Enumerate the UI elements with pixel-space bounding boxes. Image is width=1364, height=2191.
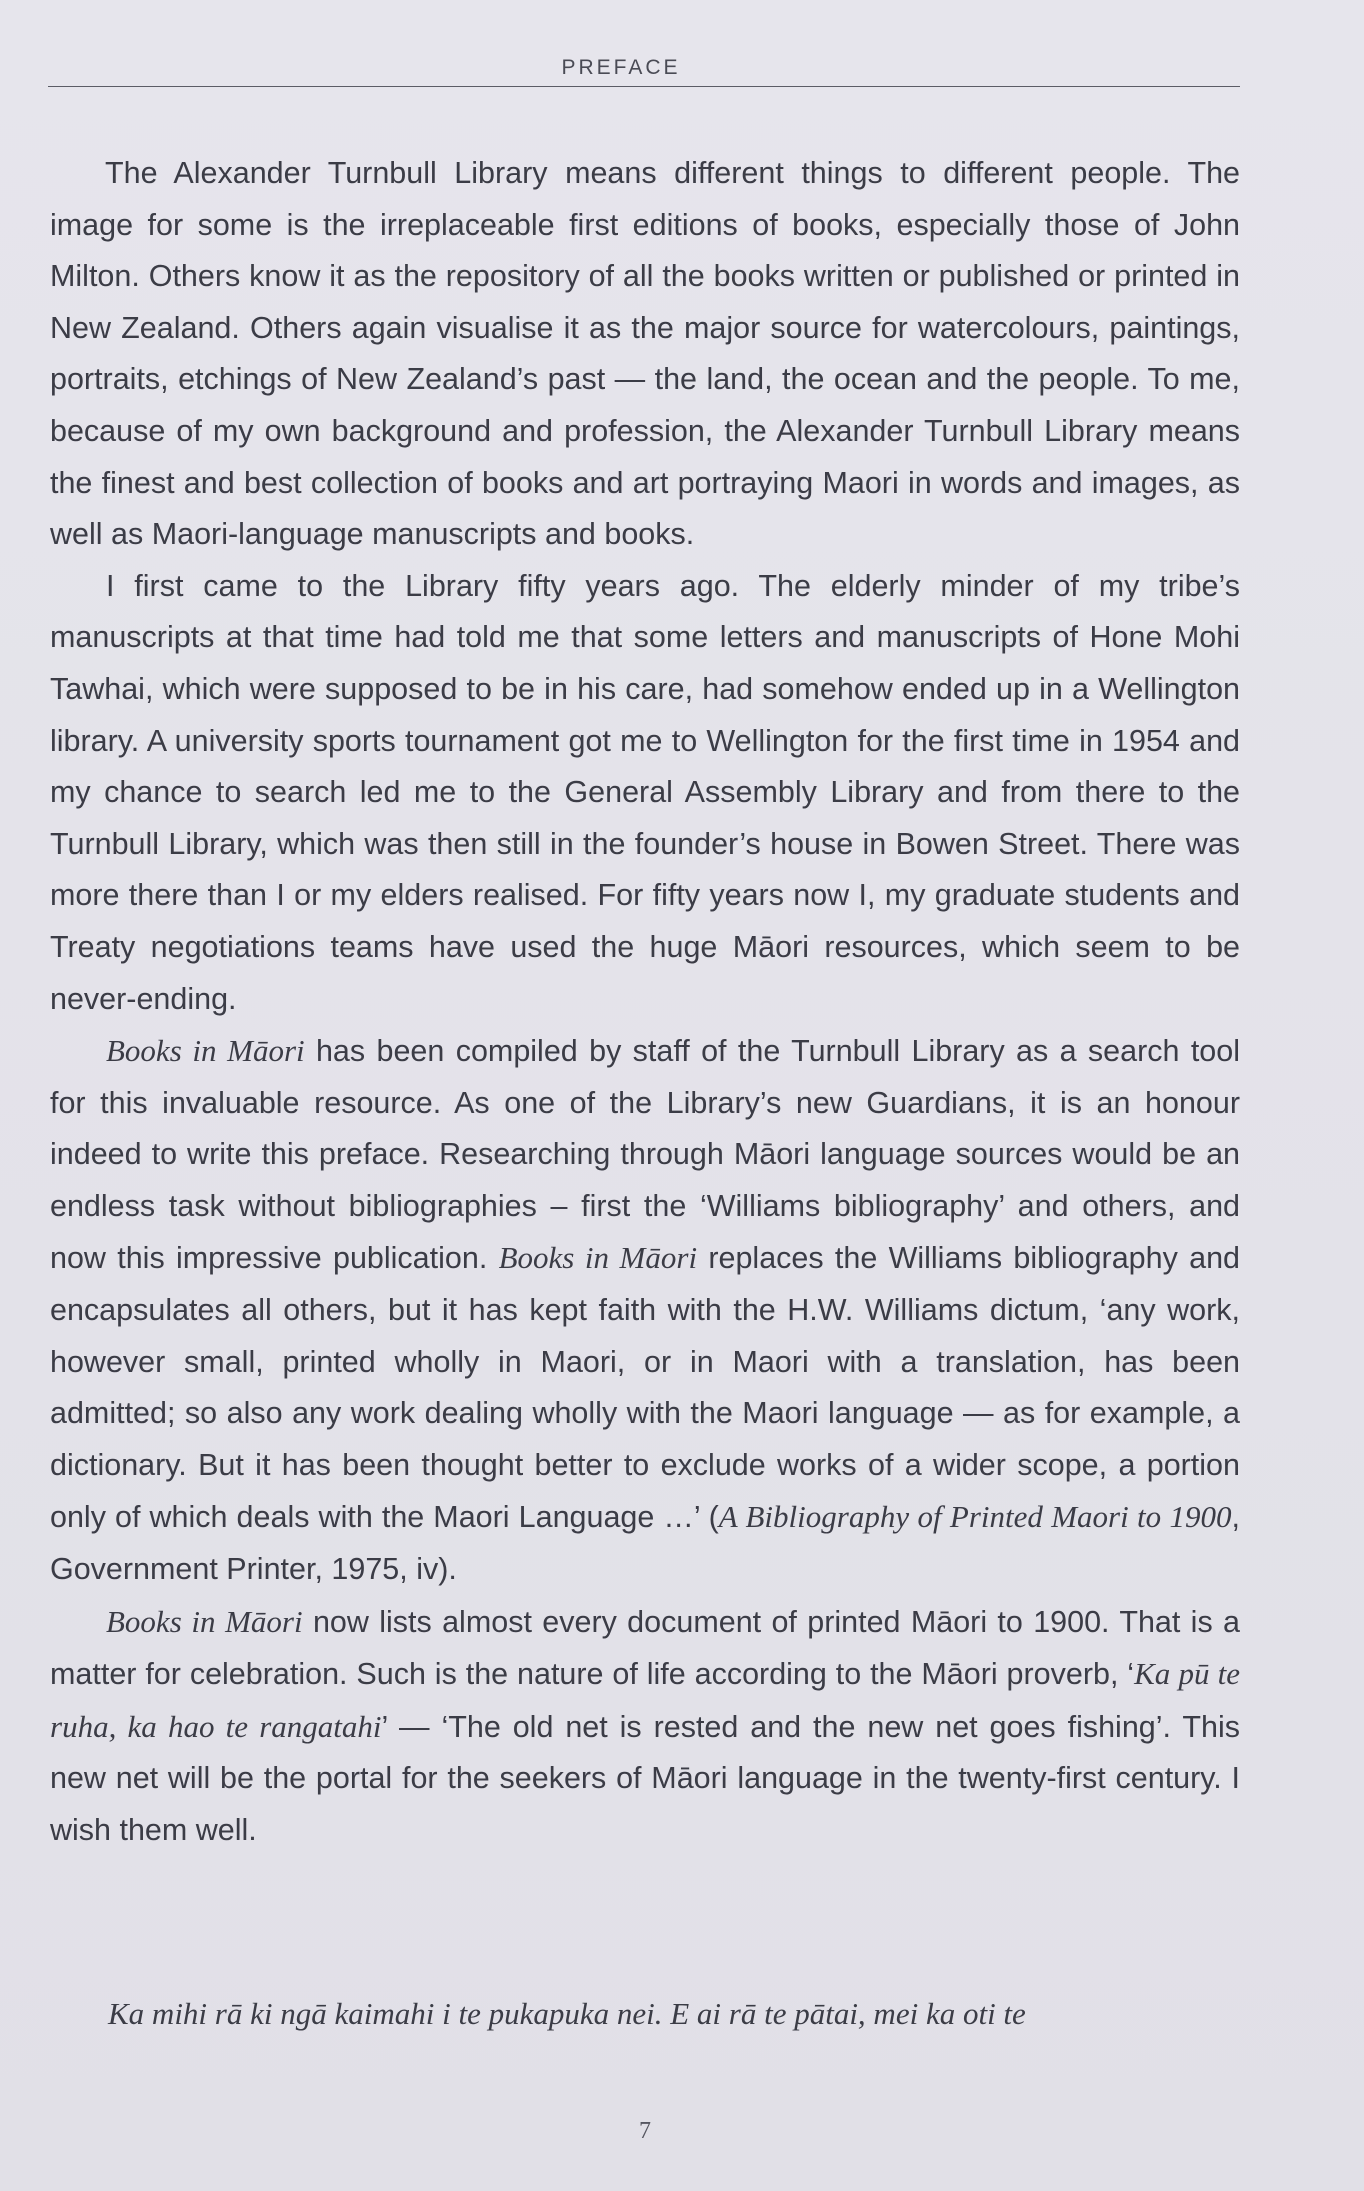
paragraph-text: has been compiled by staff of the Turnbull Library as a search tool for this invaluable resource. As one of the Library’s new Guardians, it is an honour indeed to write this preface. Researching through Māori language sources would be an endless task without bibliographies – first the ‘Williams bibliography’ and others, and now this impressive publication. bbox=[50, 1034, 1240, 1276]
header-rule bbox=[48, 86, 1240, 87]
paragraph bbox=[50, 561, 1240, 1025]
paragraph-text: replaces the Williams bibliography and encapsulates all others, but it has kept faith with the H.W. Williams dictum, ‘any work, however small, printed wholly in Maori, or in Maori with a translation, has been admitted; so also any work dealing wholly with the Maori language — as for example, a dictionary. But it has been thought better to exclude works of a wider scope, a portion only of which deals with the Maori Language …’ ( bbox=[50, 1241, 1240, 1535]
book-title: Books in Māori bbox=[106, 1033, 305, 1069]
paragraph-text: The Alexander Turnbull Library means different things to different people. The image for some is the irreplaceable first editions of books, especially those of John Milton. Others know it as the repository of all the books written or published or printed in New Zealand. Others again visualise it as the major source for watercolours, paintings, portraits, etchings of New Zealand’s past — the land, the ocean and the people. To me, because of my own background and profession, the Alexander Turnbull Library means the finest and best collection of books and art portraying Maori in words and images, as well as Maori-language manuscripts and books. bbox=[50, 156, 1240, 552]
paragraph-text: ’ — ‘The old net is rested and the new net goes fishing’. This new net will be the portal for the seekers of Māori language in the twenty-first century. I wish them well. bbox=[50, 1709, 1240, 1847]
paragraph-text: , Government Printer, 1975, iv). bbox=[50, 1500, 1240, 1587]
page-number: 7 bbox=[639, 2118, 651, 2144]
preface-body bbox=[50, 148, 1240, 1857]
running-head: PREFACE bbox=[561, 56, 681, 79]
paragraph bbox=[50, 1596, 1240, 1857]
proverb: Ka pū te ruha, ka hao te rangatahi bbox=[50, 1656, 1240, 1744]
paragraph-text: I first came to the Library fifty years ago. The elderly minder of my tribe’s manuscripts at that time had told me that some letters and manuscripts of Hone Mohi Tawhai, which were supposed to be in his care, had somehow ended up in a Wellington library. A university sports tournament got me to Wellington for the first time in 1954 and my chance to search led me to the General Assembly Library and from there to the Turnbull Library, which was then still in the founder’s house in Bowen Street. There was more there than I or my elders realised. For fifty years now I, my graduate students and Treaty negotiations teams have used the huge Māori resources, which seem to be never-ending. bbox=[50, 568, 1240, 1016]
paragraph bbox=[50, 148, 1240, 561]
paragraph-text: now lists almost every document of printed Māori to 1900. That is a matter for celebration. Such is the nature of life according to the Māori proverb, ‘ bbox=[50, 1604, 1241, 1692]
closing-line: Ka mihi rā ki ngā kaimahi i te pukapuka nei. E ai rā te pātai, mei ka oti te bbox=[108, 1996, 1026, 2031]
paragraph bbox=[50, 1025, 1240, 1596]
book-title: Books in Māori bbox=[498, 1240, 698, 1276]
book-title: Books in Māori bbox=[106, 1603, 303, 1639]
book-title: A Bibliography of Printed Maori to 1900 bbox=[718, 1499, 1232, 1535]
